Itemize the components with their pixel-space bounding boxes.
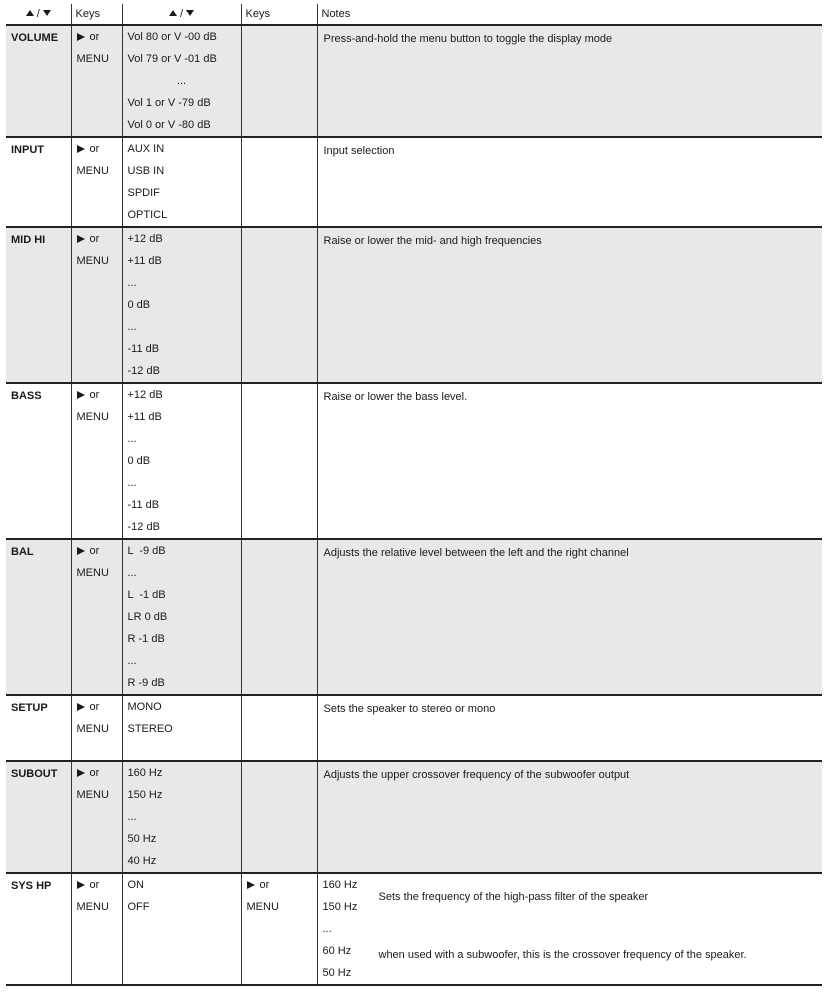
key-or: or [89,879,100,891]
setting-name: INPUT [6,137,71,227]
note-text: Raise or lower the mid- and high frequencies [323,235,542,247]
value-item: R -1 dB [127,633,165,645]
values-cell [122,539,241,695]
keys2-cell [241,137,317,227]
key-menu: MENU [76,255,109,267]
note-text: Raise or lower the bass level. [323,391,468,403]
value-item: Vol 80 or V -00 dB [127,31,217,43]
key-or: or [89,701,100,713]
settings-table [6,4,822,986]
value-item: ... [127,811,137,823]
value-item: 50 Hz [127,833,157,845]
key-or: or [89,389,100,401]
value-item: +11 dB [127,411,162,423]
value-item: +11 dB [127,255,162,267]
value-item: 0 dB [127,299,151,311]
header-separator: / [36,8,40,20]
value-item: STEREO [127,723,173,735]
notes-cell [317,227,822,383]
note-text: Sets the frequency of the high-pass filter of the speaker [378,891,649,903]
up-arrow-icon [169,10,177,16]
value-item: +12 dB [127,233,163,245]
keys-cell [71,873,122,985]
values-cell [122,25,241,137]
value-item: Vol 79 or V -01 dB [127,53,217,65]
setting-name: SUBOUT [6,761,71,873]
value-item: -12 dB [127,365,160,377]
setting-name: BAL [6,539,71,695]
value-item: 0 dB [127,455,151,467]
values-cell [122,137,241,227]
right-arrow-icon [77,145,85,153]
keys-cell [71,227,122,383]
value-item: 40 Hz [127,855,157,867]
freq-item: 60 Hz [322,945,352,957]
value-item: +12 dB [127,389,163,401]
key-or: or [89,545,100,557]
freq-list [318,874,358,984]
header-keys: Keys [71,4,122,25]
value-item: ... [127,477,137,489]
value-item: OPTICL [127,209,168,221]
value-item: LR 0 dB [127,611,168,623]
values-cell [122,383,241,539]
setting-name: SETUP [6,695,71,761]
row-subout [6,761,822,873]
row-sys-hp [6,873,822,985]
key-menu: MENU [76,789,109,801]
value-item: L -9 dB [127,545,166,557]
key-or: or [89,233,100,245]
right-arrow-icon [77,881,85,889]
value-item: ON [127,879,144,891]
keys-cell [71,137,122,227]
keys2-cell [241,695,317,761]
setting-name: BASS [6,383,71,539]
keys2-cell [241,761,317,873]
value-item: -12 dB [127,521,160,533]
sys-hp-notes [318,874,823,984]
keys2-cell [241,873,317,985]
value-item: Vol 0 or V -80 dB [127,119,211,131]
values-cell [122,873,241,985]
right-arrow-icon [77,235,85,243]
freq-item: 150 Hz [322,901,358,913]
setting-name: SYS HP [6,873,71,985]
freq-item: 160 Hz [322,879,358,891]
value-item: ... [127,433,137,445]
notes-cell [317,539,822,695]
note-text: Sets the speaker to stereo or mono [323,703,496,715]
header-keys-2: Keys [241,4,317,25]
keys2-cell [241,227,317,383]
right-arrow-icon [77,769,85,777]
note-text: Press-and-hold the menu button to toggle the display mode [323,33,613,45]
row-bass [6,383,822,539]
key-or: or [89,143,100,155]
notes-cell [317,383,822,539]
note-text: Adjusts the relative level between the left and the right channel [323,547,629,559]
notes-cell [317,25,822,137]
down-arrow-icon [186,10,194,16]
row-bal [6,539,822,695]
row-mid-hi [6,227,822,383]
value-item: -11 dB [127,343,160,355]
value-item: Vol 1 or V -79 dB [127,97,211,109]
value-item: 160 Hz [127,767,163,779]
right-arrow-icon [77,33,85,41]
value-item: 150 Hz [127,789,163,801]
keys-cell [71,695,122,761]
values-cell [122,227,241,383]
keys-cell [71,539,122,695]
keys-cell [71,25,122,137]
table-header [6,4,822,25]
note-text: Input selection [323,145,395,157]
setting-name: MID HI [6,227,71,383]
key-menu: MENU [76,53,109,65]
value-item: ... [127,567,137,579]
row-setup [6,695,822,761]
right-arrow-icon [77,547,85,555]
header-updown [6,4,71,25]
keys2-cell [241,25,317,137]
setting-name: VOLUME [6,25,71,137]
value-item: AUX IN [127,143,165,155]
keys2-cell [241,383,317,539]
key-menu: MENU [76,567,109,579]
row-input [6,137,822,227]
notes-cell [317,137,822,227]
right-arrow-icon [77,391,85,399]
note-text: when used with a subwoofer, this is the crossover frequency of the speaker. [378,949,747,961]
right-arrow-icon [77,703,85,711]
value-item: SPDIF [127,187,160,199]
value-item: ... [127,277,137,289]
notes-cell [317,873,822,985]
value-item: R -9 dB [127,677,165,689]
key-menu: MENU [76,901,109,913]
key-or: or [89,767,100,779]
key-or: or [89,31,100,43]
value-item: USB IN [127,165,165,177]
value-item: ... [127,655,137,667]
key-menu: MENU [76,165,109,177]
values-cell [122,761,241,873]
keys-cell [71,383,122,539]
values-cell [122,695,241,761]
key-menu: MENU [76,411,109,423]
header-notes: Notes [317,4,822,25]
value-item: ... [176,75,187,87]
row-volume [6,25,822,137]
value-item: OFF [127,901,150,913]
right-arrow-icon [247,881,255,889]
header-updown-values [122,4,241,25]
keys2-cell [241,539,317,695]
notes-cell [317,695,822,761]
key-menu: MENU [76,723,109,735]
value-item: L -1 dB [127,589,166,601]
value-item: MONO [127,701,162,713]
key-or: or [259,879,270,891]
header-separator: / [179,8,184,20]
freq-item: 50 Hz [322,967,352,979]
note-text: Adjusts the upper crossover frequency of the subwoofer output [323,769,630,781]
value-item: -11 dB [127,499,160,511]
up-arrow-icon [26,10,34,16]
key-menu: MENU [246,901,279,913]
keys-cell [71,761,122,873]
value-item: ... [127,321,137,333]
freq-item: ... [322,923,332,935]
down-arrow-icon [43,10,51,16]
notes-cell [317,761,822,873]
